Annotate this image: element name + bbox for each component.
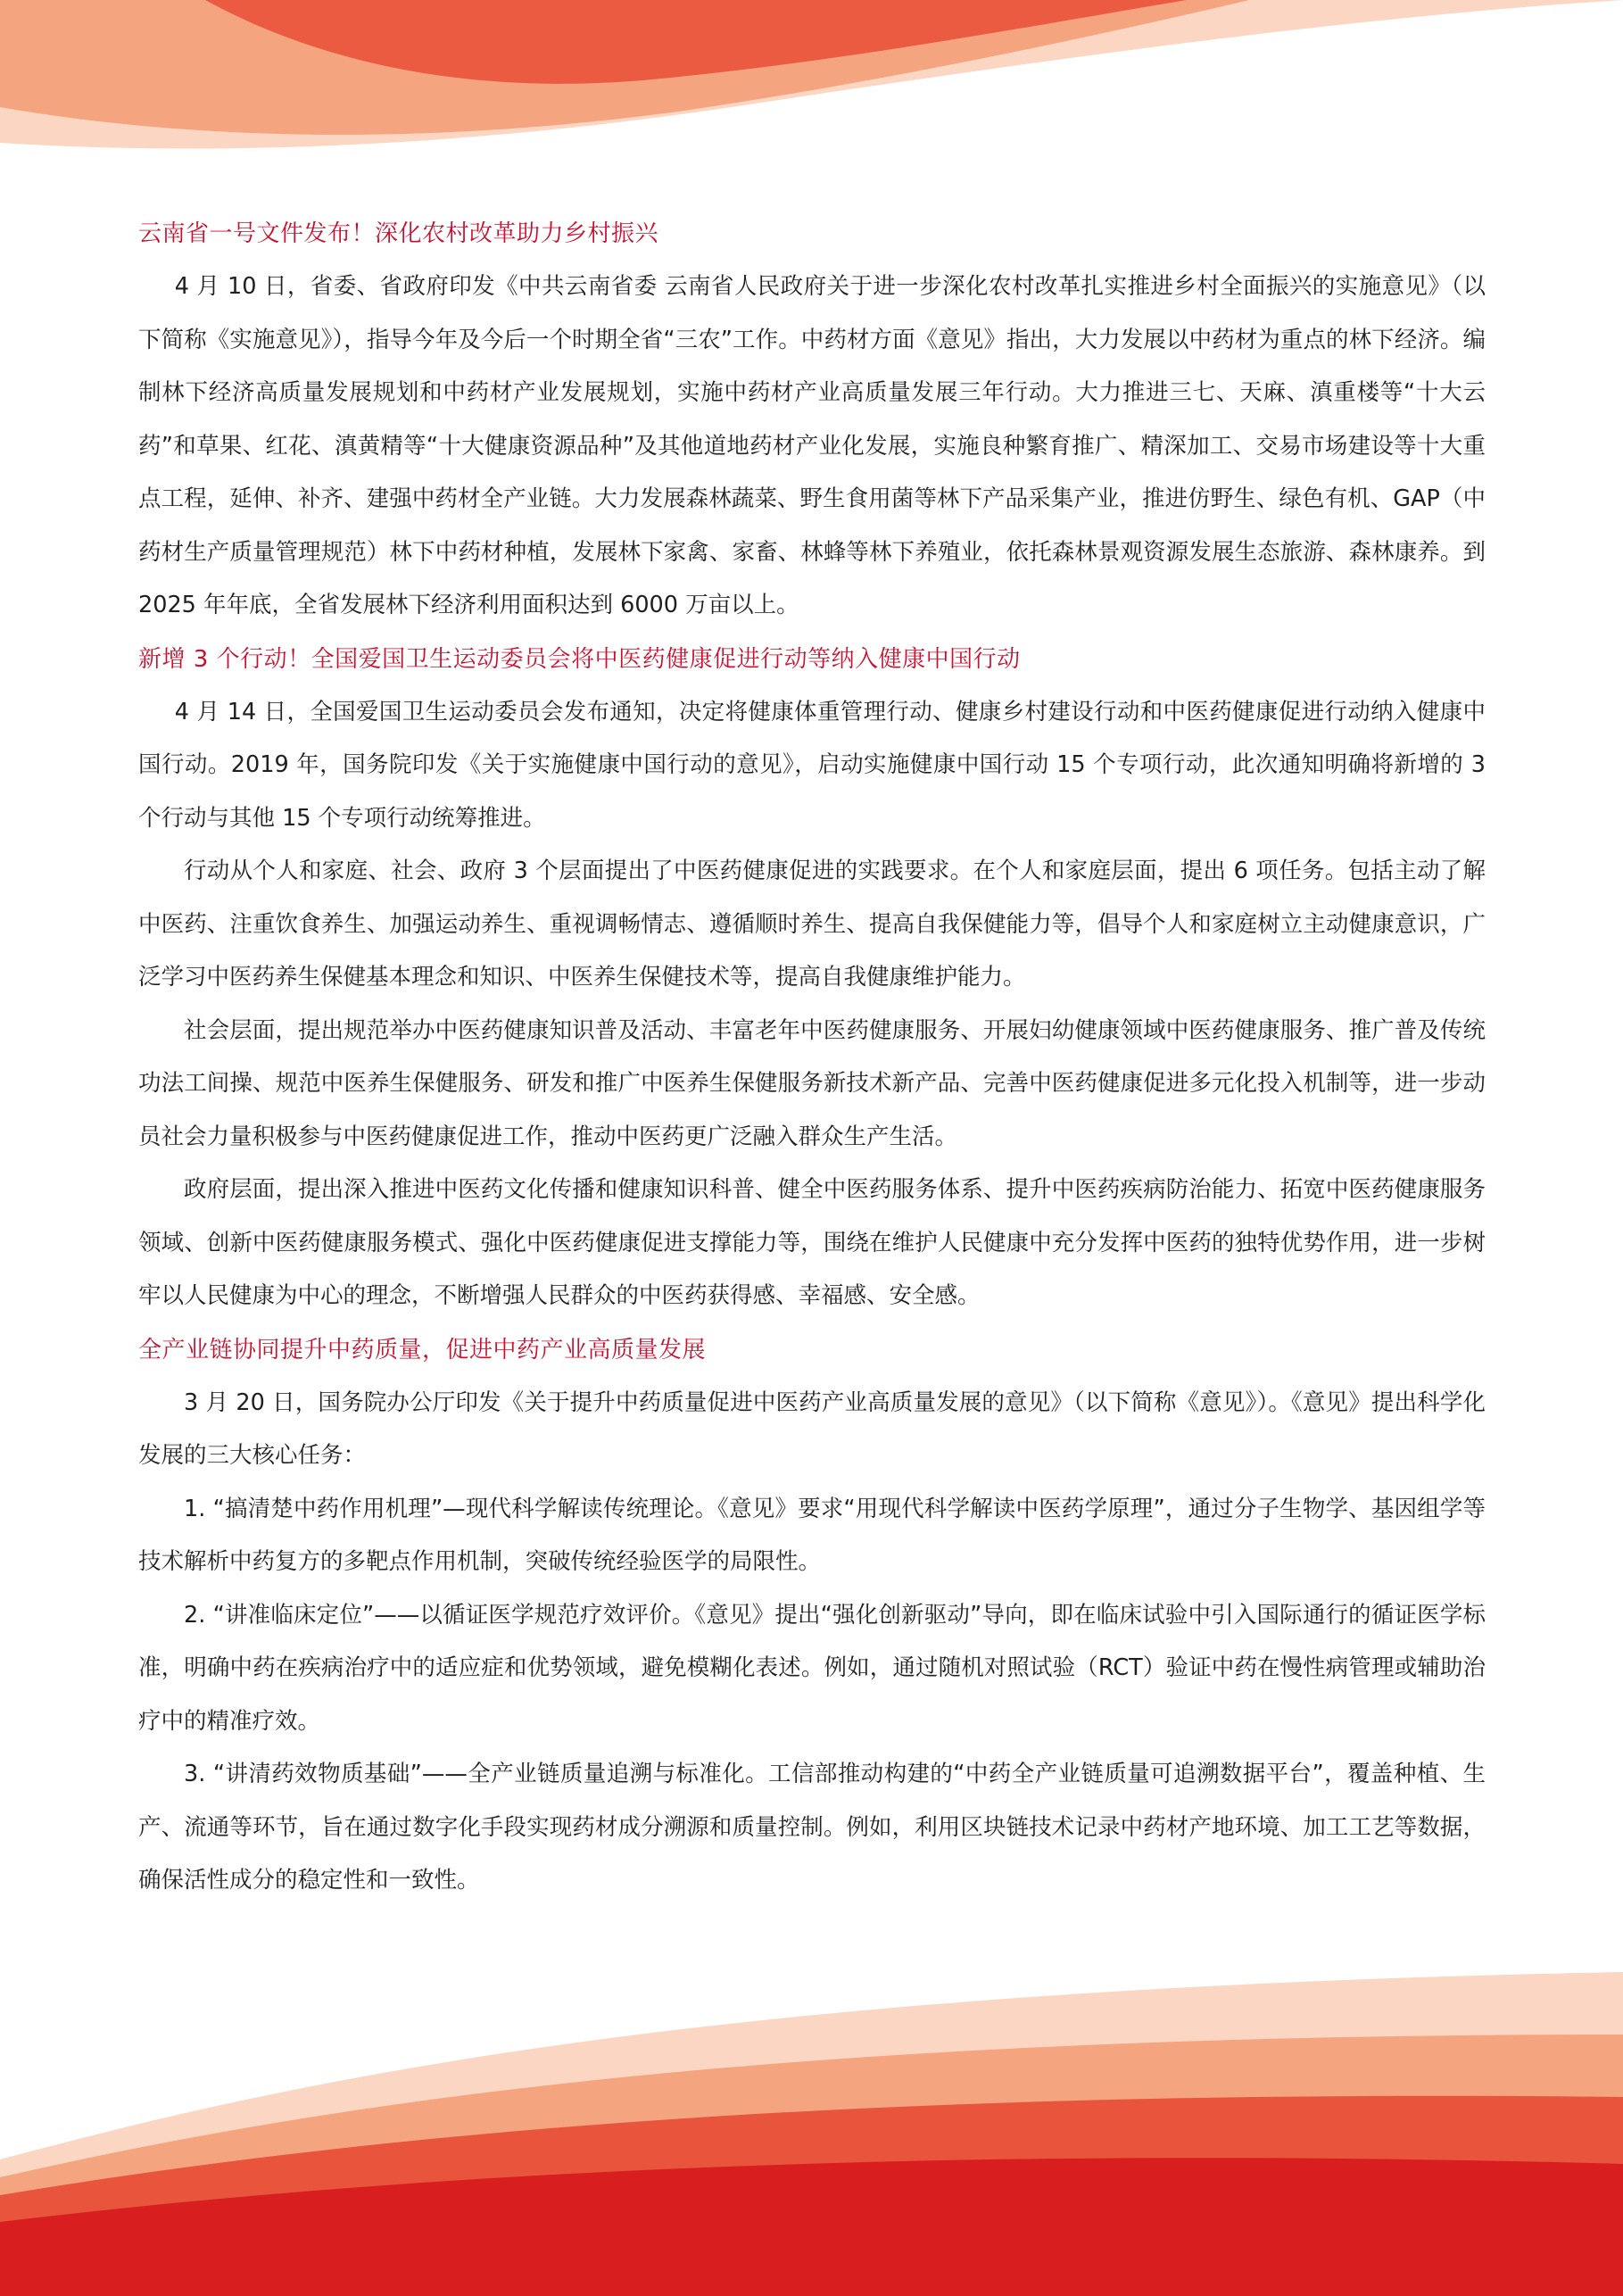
list-item-paragraph: 2. “讲准临床定位”——以循证医学规范疗效评价。《意见》提出“强化创新驱动”导向，即在临床试验中引入国际通行的循证医学标准，明确中药在疾病治疗中的适应症和优势领域，避免模糊化表述。例如，通过随机对照试验（RCT）验证中药在慢性病管理或辅助治疗中的精准疗效。 (138, 1601, 1486, 1735)
article-body (138, 207, 1486, 1908)
list-item-paragraph: 3. “讲清药效物质基础”——全产业链质量追溯与标准化。工信部推动构建的“中药全产业链质量可追溯数据平台”，覆盖种植、生产、流通等环节，旨在通过数字化手段实现药材成分溯源和质量控制。例如，利用区块链技术记录中药材产地环境、加工工艺等数据，确保活性成分的稳定性和一致性。 (138, 1761, 1486, 1894)
paragraph: 3 月 20 日，国务院办公厅印发《关于提升中药质量促进中医药产业高质量发展的意见》（以下简称《意见》）。《意见》提出科学化发展的三大核心任务： (138, 1388, 1486, 1469)
list-item-paragraph: 1. “搞清楚中药作用机理”—现代科学解读传统理论。《意见》要求“用现代科学解读中医药学原理”，通过分子生物学、基因组学等技术解析中药复方的多靶点作用机制，突破传统经验医学的局限性。 (138, 1495, 1486, 1575)
section-heading-health-china: 新增 3 个行动！全国爱国卫生运动委员会将中医药健康促进行动等纳入健康中国行动 (138, 645, 1021, 673)
paragraph: 政府层面，提出深入推进中医药文化传播和健康知识科普、健全中医药服务体系、提升中医药疾病防治能力、拓宽中医药健康服务领域、创新中医药健康服务模式、强化中医药健康促进支撑能力等，围绕在维护人民健康中充分发挥中医药的独特优势作用，进一步树牢以人民健康为中心的理念，不断增强人民群众的中医药获得感、幸福感、安全感。 (138, 1176, 1486, 1309)
top-wave-decoration (0, 0, 1623, 170)
paragraph: 社会层面，提出规范举办中医药健康知识普及活动、丰富老年中医药健康服务、开展妇幼健康领域中医药健康服务、推广普及传统功法工间操、规范中医养生保健服务、研发和推广中医养生保健服务新技术新产品、完善中医药健康促进多元化投入机制等，进一步动员社会力量积极参与中医药健康促进工作，推动中医药更广泛融入群众生产生活。 (138, 1016, 1486, 1150)
paragraph: 行动从个人和家庭、社会、政府 3 个层面提出了中医药健康促进的实践要求。在个人和家庭层面，提出 6 项任务。包括主动了解中医药、注重饮食养生、加强运动养生、重视调畅情志、遵循顺时养生、提高自我保健能力等，倡导个人和家庭树立主动健康意识，广泛学习中医药养生保健基本理念和知识、中医养生保健技术等，提高自我健康维护能力。 (138, 858, 1486, 991)
paragraph: 4 月 14 日，全国爱国卫生运动委员会发布通知，决定将健康体重管理行动、健康乡村建设行动和中医药健康促进行动纳入健康中国行动。2019 年，国务院印发《关于实施健康中国行动的意见》，启动实施健康中国行动 15 个专项行动，此次通知明确将新增的 3 个行动与其他 15 个专项行动统筹推进。 (138, 698, 1486, 832)
section-heading-yunnan: 云南省一号文件发布！深化农村改革助力乡村振兴 (138, 220, 659, 247)
bottom-wave-decoration (0, 1954, 1623, 2296)
section-heading-tcm-quality: 全产业链协同提升中药质量，促进中药产业高质量发展 (138, 1336, 707, 1364)
paragraph: 4 月 10 日，省委、省政府印发《中共云南省委 云南省人民政府关于进一步深化农村改革扎实推进乡村全面振兴的实施意见》（以下简称《实施意见》），指导今年及今后一个时期全省“三农”工作。中药材方面《意见》指出，大力发展以中药材为重点的林下经济。编制林下经济高质量发展规划和中药材产业发展规划，实施中药材产业高质量发展三年行动。大力推进三七、天麻、滇重楼等“十大云药”和草果、红花、滇黄精等“十大健康资源品种”及其他道地药材产业化发展，实施良种繁育推广、精深加工、交易市场建设等十大重点工程，延伸、补齐、建强中药材全产业链。大力发展森林蔬菜、野生食用菌等林下产品采集产业，推进仿野生、绿色有机、GAP（中药材生产质量管理规范）林下中药材种植，发展林下家禽、家畜、林蜂等林下养殖业，依托森林景观资源发展生态旅游、森林康养。到 2025 年年底，全省发展林下经济利用面积达到 6000 万亩以上。 (138, 273, 1486, 618)
